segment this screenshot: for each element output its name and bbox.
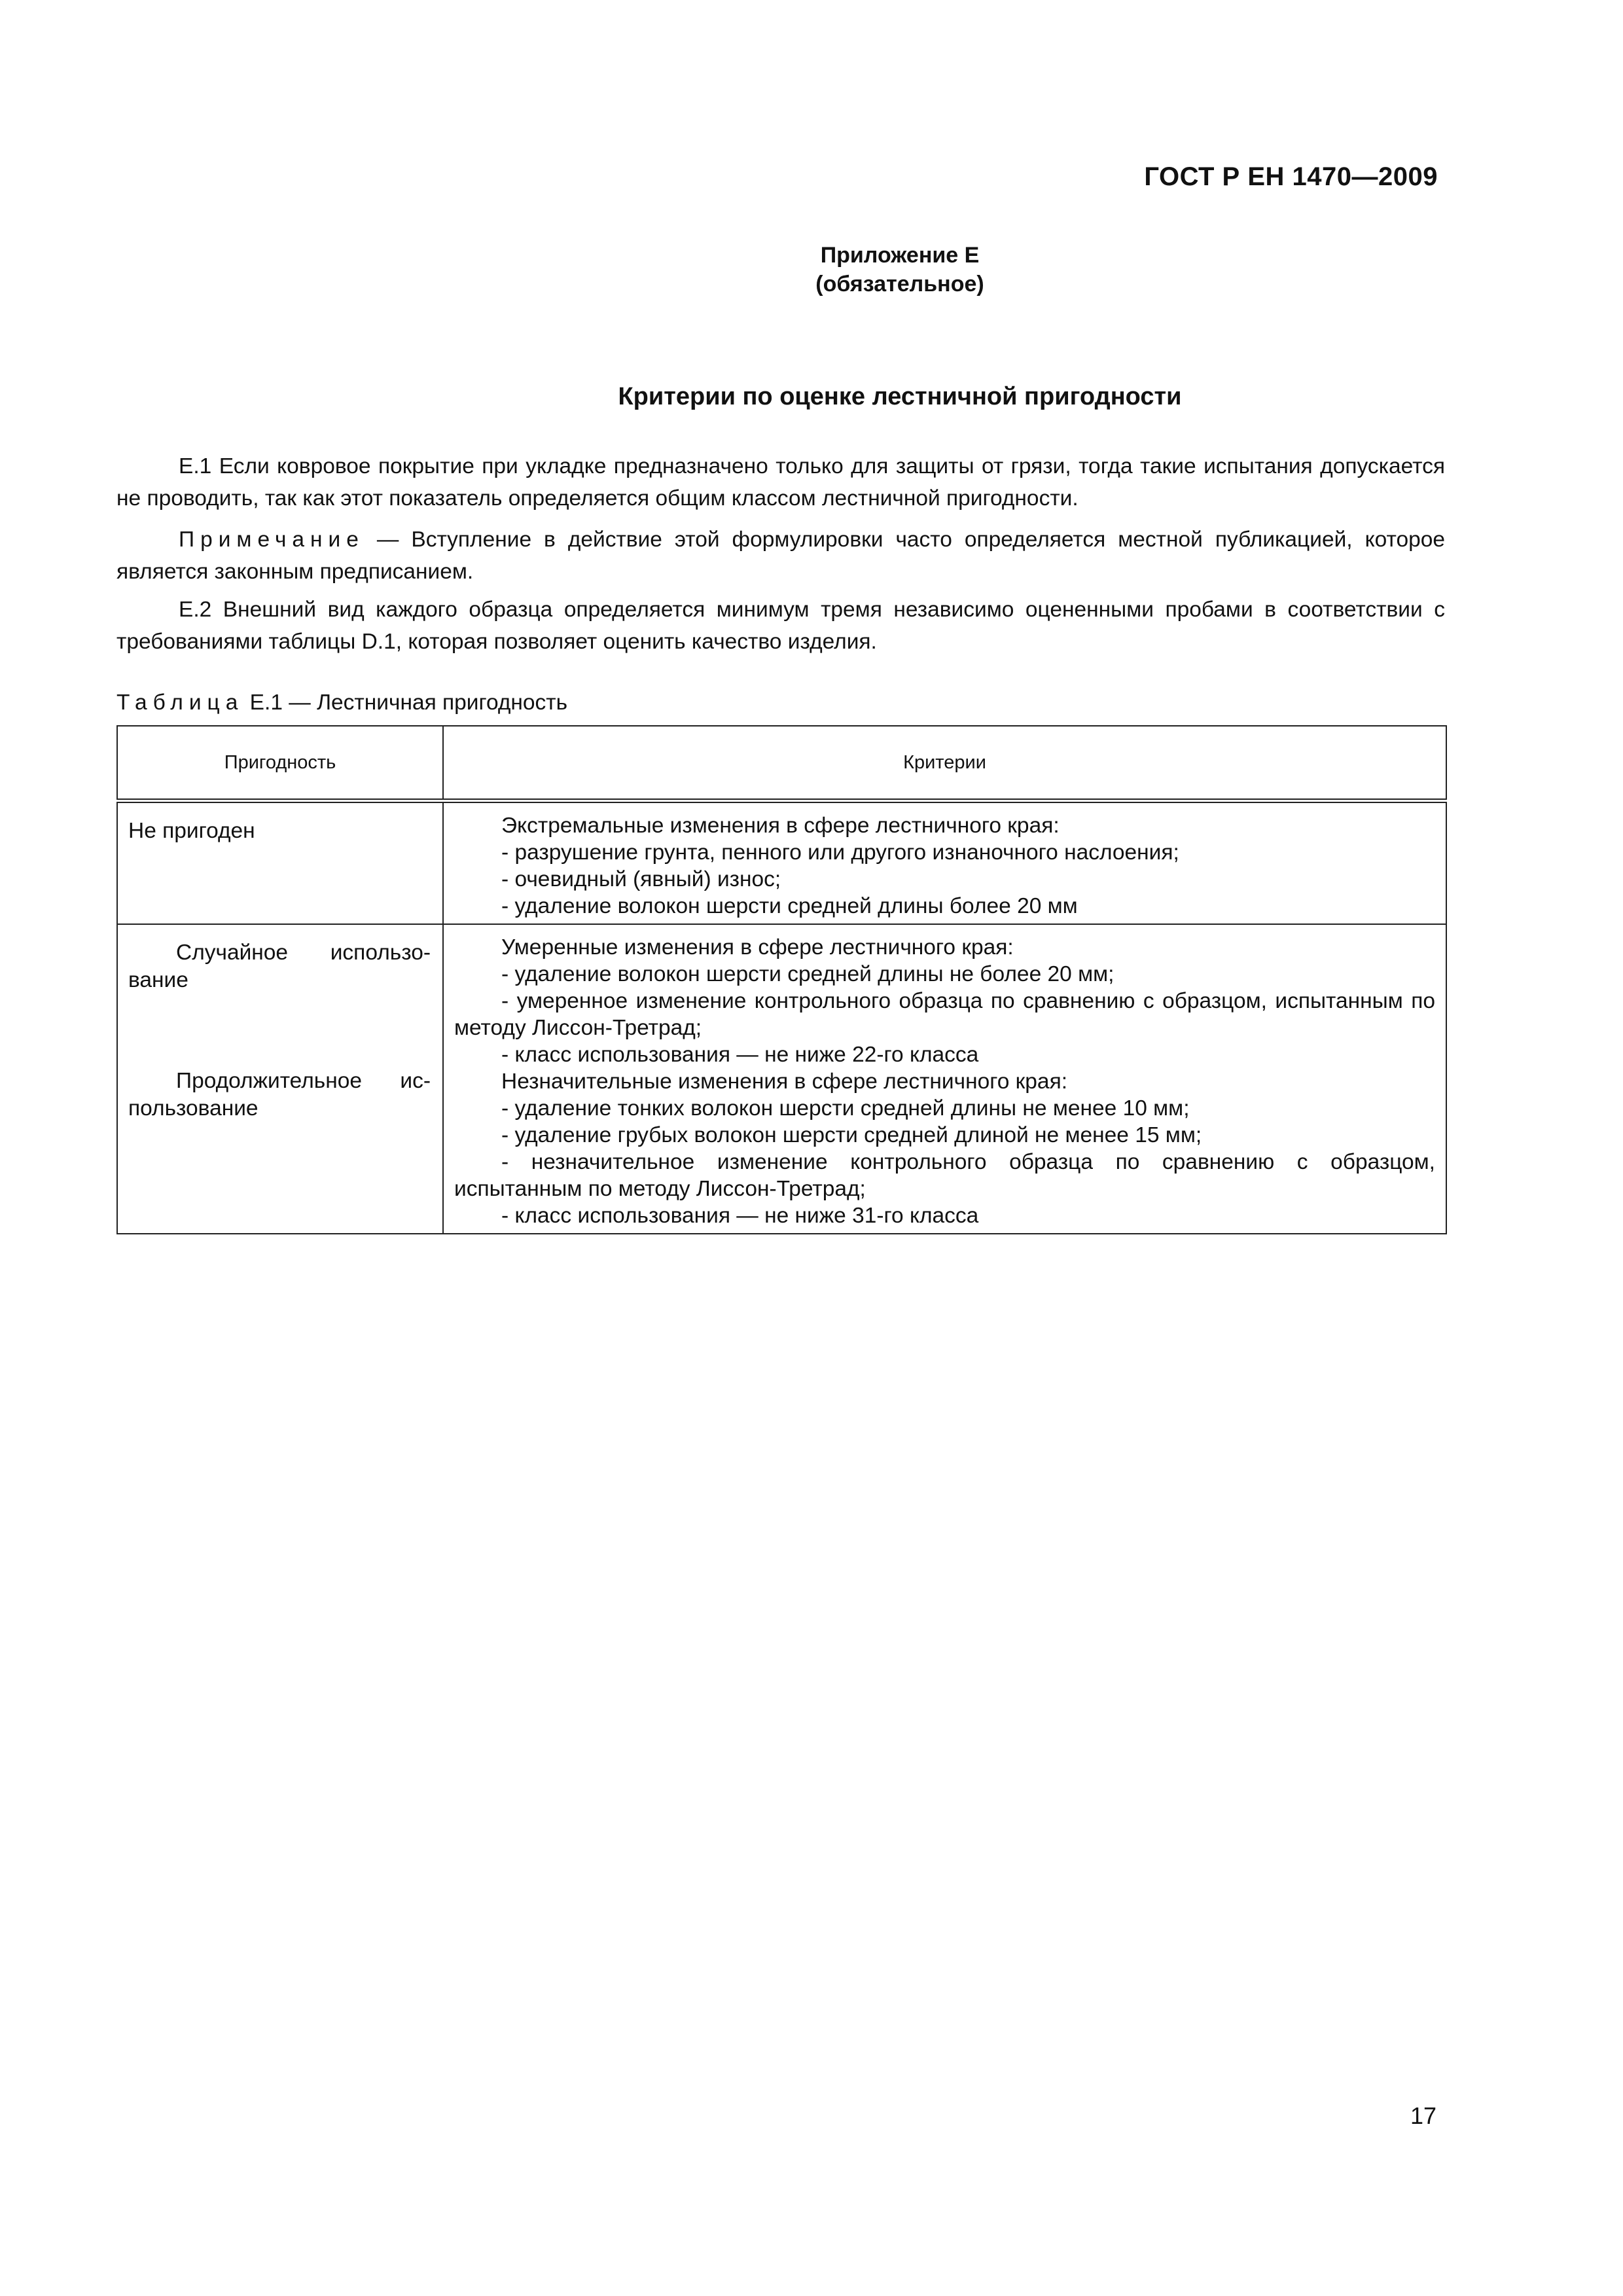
note-text: — Вступление в действие этой формулировки часто определяется местной публикацией, которое является законным предписанием. <box>116 528 1445 584</box>
table-row <box>117 924 1446 1234</box>
criteria-line: Незначительные изменения в сфере лестничного края: <box>501 1069 1068 1094</box>
criteria-line: Умеренные изменения в сфере лестничного края: <box>501 935 1014 960</box>
row2-criteria <box>443 924 1446 1234</box>
row1-criteria <box>443 801 1446 925</box>
criteria-line: - незначительное изменение контрольного образца по сравнению с образцом, испытанным по методу Лиссон-Третрад; <box>454 1150 1435 1201</box>
header-suitability: Пригодность <box>117 726 443 801</box>
criteria-line: - класс использования — не ниже 31-го класса <box>501 1204 979 1228</box>
table-header-row <box>117 726 1446 801</box>
criteria-line: - удаление грубых волокон шерсти средней длиной не менее 15 мм; <box>501 1123 1202 1147</box>
row1-suitability: Не пригоден <box>117 801 443 925</box>
suitability-occasional-line2: вание <box>128 968 188 992</box>
table-row <box>117 801 1446 925</box>
page-number: 17 <box>1410 2102 1436 2129</box>
appendix-status: (обязательное) <box>815 272 984 296</box>
section-title: Критерии по оценке лестничной пригодности <box>618 383 1182 410</box>
paragraph-e1 <box>116 450 1445 514</box>
header-criteria: Критерии <box>443 726 1446 801</box>
table-caption <box>116 691 567 715</box>
suitability-table <box>116 725 1447 1234</box>
criteria-line: - удаление тонких волокон шерсти средней длины не менее 10 мм; <box>501 1096 1190 1121</box>
row2-suitability <box>117 924 443 1234</box>
suitability-continuous-line2: пользование <box>128 1096 259 1121</box>
table-caption-text: Е.1 — Лестничная пригодность <box>243 691 568 715</box>
paragraph-e2-text: Е.2 Внешний вид каждого образца определяется минимум тремя независимо оцененными пробами в соответствии с требованиями таблицы D.1, которая позволяет оценить качество изделия. <box>116 598 1445 654</box>
paragraph-e1-text: Е.1 Если ковровое покрытие при укладке предназначено только для защиты от грязи, тогда такие испытания допускается не проводить, так как этот показатель определяется общим классом лестничной пригодности. <box>116 454 1445 511</box>
table-caption-label: Таблица <box>116 691 244 715</box>
criteria-line: - удаление волокон шерсти средней длины более 20 мм <box>501 894 1078 918</box>
suitability-occasional-line1: Случайное использо- <box>176 941 431 965</box>
criteria-line: - очевидный (явный) износ; <box>501 867 781 891</box>
appendix-heading <box>0 241 1623 298</box>
criteria-line: - удаление волокон шерсти средней длины не более 20 мм; <box>501 962 1115 986</box>
suitability-continuous-line1: Продолжительное ис- <box>176 1069 431 1093</box>
criteria-line: Экстремальные изменения в сфере лестничного края: <box>501 814 1060 838</box>
criteria-line: - разрушение грунта, пенного или другого изнаночного наслоения; <box>501 840 1179 865</box>
appendix-label: Приложение Е <box>820 243 980 268</box>
document-code: ГОСТ Р ЕН 1470—2009 <box>1144 162 1438 191</box>
note-label: Примечание <box>179 528 365 552</box>
criteria-line: - класс использования — не ниже 22-го класса <box>501 1043 979 1067</box>
note-paragraph <box>116 524 1445 588</box>
paragraph-e2 <box>116 594 1445 658</box>
criteria-line: - умеренное изменение контрольного образца по сравнению с образцом, испытанным по методу Лиссон-Третрад; <box>454 989 1435 1040</box>
